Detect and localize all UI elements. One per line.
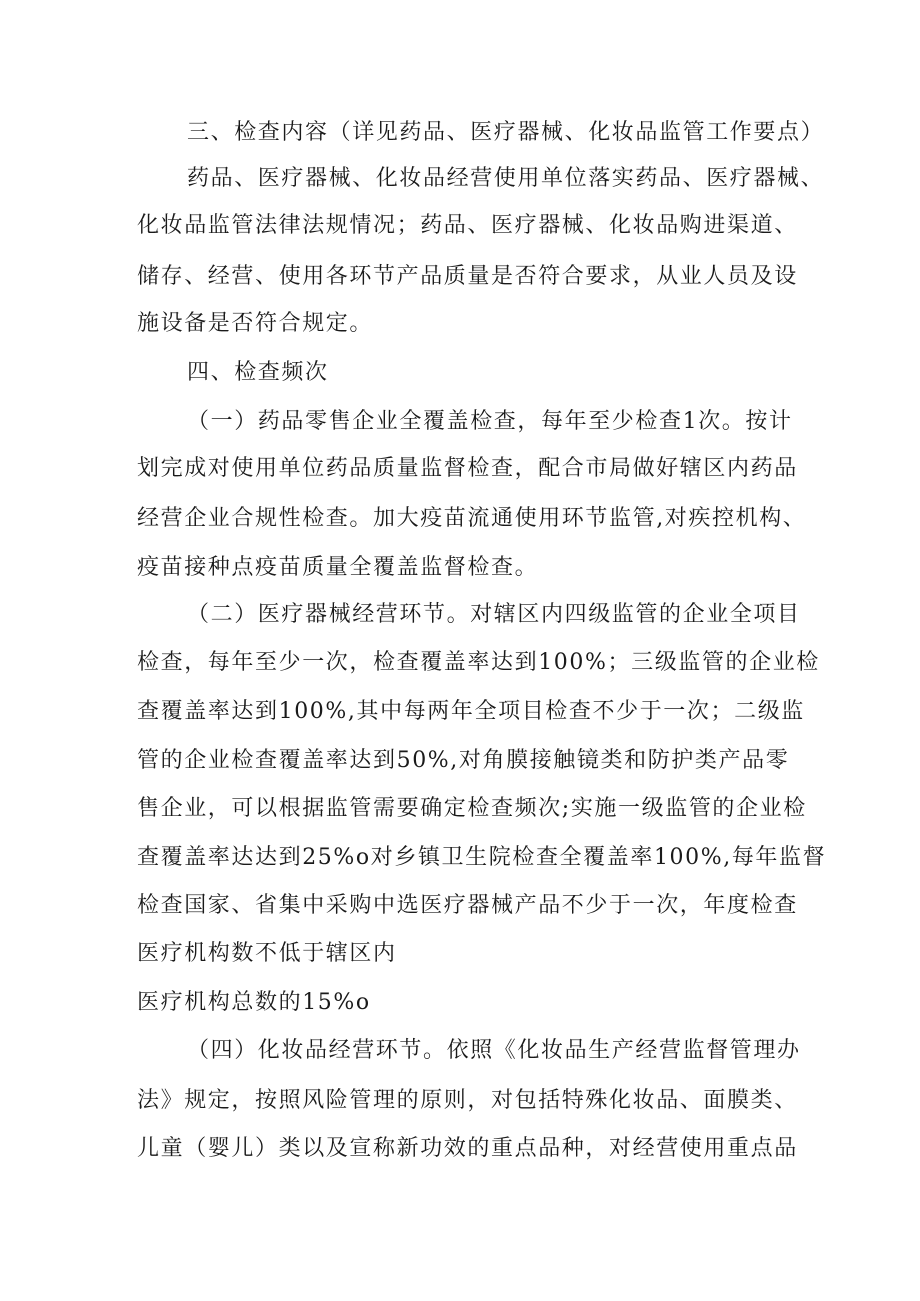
section-heading-inspection-content: 三、检查内容（详见药品、医疗器械、化妆品监管工作要点）	[187, 120, 825, 145]
section-heading-inspection-frequency: 四、检查频次	[187, 360, 329, 385]
paragraph-line: 医疗机构总数的15%o	[137, 990, 371, 1015]
paragraph-line: 经营企业合规性检查。加大疫苗流通使用环节监管,对疾控机构、	[137, 506, 807, 531]
paragraph-line: 疫苗接种点疫苗质量全覆盖监督检查。	[137, 555, 539, 580]
paragraph-line: 施设备是否符合规定。	[137, 311, 374, 336]
paragraph-line: 法》规定，按照风险管理的原则，对包括特殊化妆品、面膜类、	[137, 1088, 798, 1113]
paragraph-line: 售企业，可以根据监管需要确定检查频次;实施一级监管的企业检	[137, 796, 807, 821]
paragraph-line: （二）医疗器械经营环节。对辖区内四级监管的企业全项目	[187, 602, 801, 627]
paragraph-line: 药品、医疗器械、化妆品经营使用单位落实药品、医疗器械、	[187, 166, 825, 191]
paragraph-line: 儿童（婴儿）类以及宣称新功效的重点品种，对经营使用重点品	[137, 1136, 798, 1161]
paragraph-line: 查覆盖率达达到25%o对乡镇卫生院检查全覆盖率100%,每年监督	[137, 845, 827, 870]
paragraph-line: 储存、经营、使用各环节产品质量是否符合要求，从业人员及设	[137, 264, 798, 289]
paragraph-line: 检查，每年至少一次，检查覆盖率达到100%；三级监管的企业检	[137, 650, 820, 675]
paragraph-line: （一）药品零售企业全覆盖检查，每年至少检查1次。按计	[187, 409, 793, 434]
paragraph-line: 查覆盖率达到100%,其中每两年全项目检查不少于一次；二级监	[137, 699, 805, 724]
paragraph-line: 管的企业检查覆盖率达到50%,对角膜接触镜类和防护类产品零	[137, 748, 790, 773]
paragraph-line: 划完成对使用单位药品质量监督检查，配合市局做好辖区内药品	[137, 456, 798, 481]
paragraph-line: 检查国家、省集中采购中选医疗器械产品不少于一次，年度检查	[137, 893, 798, 918]
paragraph-line: 医疗机构数不低于辖区内	[137, 941, 397, 966]
paragraph-line: （四）化妆品经营环节。依照《化妆品生产经营监督管理办	[187, 1038, 801, 1063]
paragraph-line: 化妆品监管法律法规情况；药品、医疗器械、化妆品购进渠道、	[137, 213, 798, 238]
